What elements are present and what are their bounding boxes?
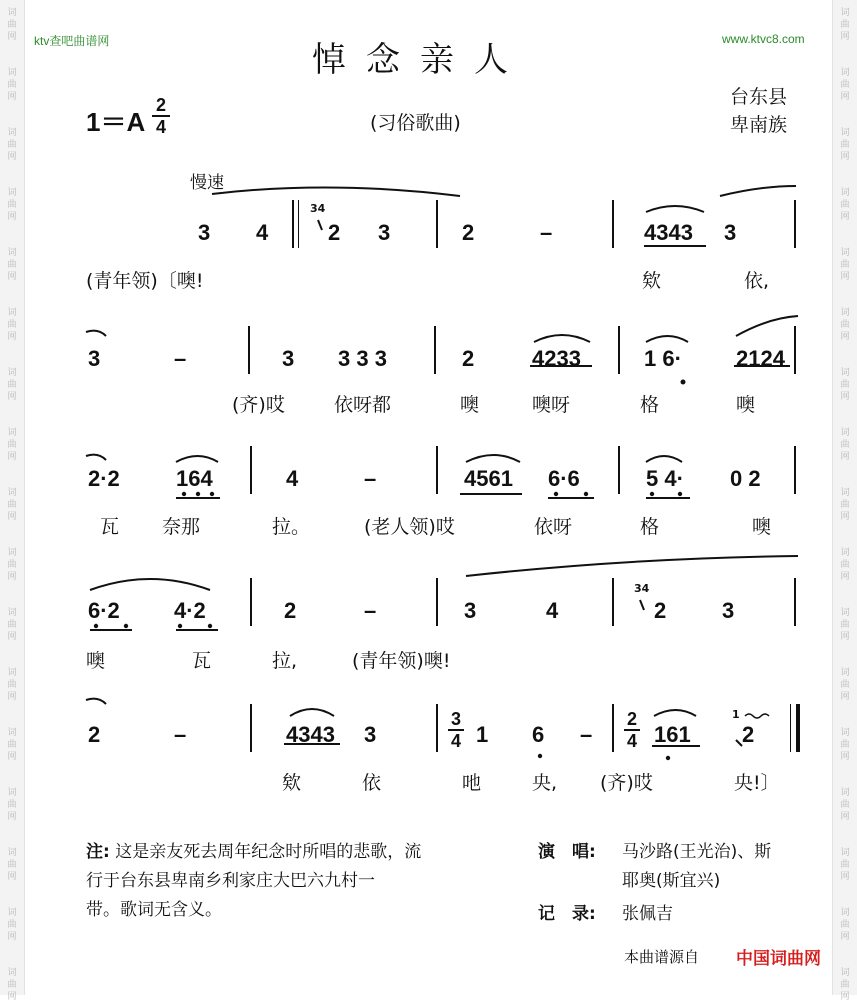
watermark-glyph: 网 <box>7 212 17 222</box>
site-name-left: ktv查吧曲谱网 <box>34 34 110 48</box>
watermark-glyph: 曲 <box>840 320 850 330</box>
note: 2 <box>284 598 297 623</box>
lyric: (齐)哎 <box>600 772 653 794</box>
watermark-glyph: 词 <box>7 548 17 558</box>
lyric: 央!〕 <box>734 772 780 794</box>
note: 3 <box>722 598 735 623</box>
watermark-glyph: 词 <box>7 248 17 258</box>
note: 3 <box>364 722 377 747</box>
watermark-glyph: 网 <box>840 152 850 162</box>
bar-line <box>248 326 250 374</box>
watermark-glyph: 词 <box>7 788 17 798</box>
note: – <box>364 466 377 491</box>
watermark-glyph: 词 <box>7 128 17 138</box>
watermark-glyph: 曲 <box>840 560 850 570</box>
time-signature-bottom: 4 <box>450 731 461 751</box>
note: 3 <box>464 598 477 623</box>
watermark-glyph: 词 <box>840 8 850 18</box>
note: 2 <box>88 722 101 747</box>
annotation-line-1: 这是亲友死去周年纪念时所唱的悲歌，流 <box>115 842 422 862</box>
lyric: 依呀都 <box>334 394 392 416</box>
watermark-glyph: 词 <box>840 608 850 618</box>
watermark-glyph: 网 <box>840 932 850 942</box>
octave-dot <box>650 492 654 496</box>
slur-mark <box>646 336 688 342</box>
watermark-glyph: 词 <box>7 368 17 378</box>
lyric: 瓦 <box>100 516 120 538</box>
note: – <box>174 346 187 371</box>
note: 2·2 <box>88 466 120 491</box>
watermark-glyph: 网 <box>840 512 850 522</box>
watermark-glyph: 曲 <box>840 260 850 270</box>
note: 3 3 3 <box>338 346 387 371</box>
watermark-glyph: 网 <box>7 272 17 282</box>
region-line-2: 卑南族 <box>730 114 788 136</box>
watermark-glyph: 网 <box>7 932 17 942</box>
watermark-glyph: 曲 <box>840 860 850 870</box>
watermark-glyph: 网 <box>840 812 850 822</box>
lyric: (青年领)噢! <box>352 650 451 672</box>
lyric: 依, <box>744 270 770 292</box>
lyric: 噢 <box>736 394 756 416</box>
note: 4 <box>256 220 269 245</box>
bar-line <box>618 446 620 494</box>
watermark-glyph: 词 <box>7 848 17 858</box>
time-signature-top: 2 <box>626 709 637 729</box>
watermark-glyph: 曲 <box>7 80 17 90</box>
time-signature-top: 2 <box>155 95 166 115</box>
watermark-glyph: 词 <box>840 848 850 858</box>
watermark-glyph: 词 <box>840 668 850 678</box>
watermark-glyph: 词 <box>7 68 17 78</box>
bar-line <box>298 200 299 248</box>
note: – <box>540 220 553 245</box>
lyric: 吔 <box>462 772 482 794</box>
watermark-glyph: 网 <box>7 752 17 762</box>
watermark-glyph: 词 <box>840 128 850 138</box>
slur-mark <box>720 186 796 196</box>
annotation-line-2: 行于台东县卑南乡利家庄大巴六九村一 <box>86 871 375 891</box>
slur-mark <box>654 710 696 716</box>
octave-dot <box>178 624 182 628</box>
grace-notes: 34 <box>634 582 650 595</box>
watermark-glyph: 网 <box>7 32 17 42</box>
note: 3 <box>378 220 391 245</box>
watermark-glyph: 词 <box>7 608 17 618</box>
slur-mark <box>86 331 106 336</box>
watermark-glyph: 词 <box>7 188 17 198</box>
key-signature: 1＝A <box>86 107 146 137</box>
bar-line <box>794 200 796 248</box>
bar-line <box>250 446 252 494</box>
watermark-glyph: 曲 <box>840 500 850 510</box>
lyric: 欸 <box>642 270 662 292</box>
watermark-glyph: 曲 <box>7 500 17 510</box>
note: 4343 <box>286 722 335 747</box>
note: 6 <box>532 722 545 747</box>
lyric: (老人领)哎 <box>364 516 455 538</box>
watermark-glyph: 网 <box>7 812 17 822</box>
lyric: 格 <box>640 394 660 416</box>
watermark-glyph: 网 <box>840 572 850 582</box>
watermark-glyph: 词 <box>840 68 850 78</box>
watermark-glyph: 曲 <box>840 980 850 990</box>
source-site-link[interactable]: 中国词曲网 <box>736 949 821 969</box>
watermark-glyph: 网 <box>840 992 850 1002</box>
lyric: (齐)哎 <box>232 394 285 416</box>
note: 2 <box>462 220 475 245</box>
bar-line <box>250 578 252 626</box>
watermark-glyph: 词 <box>840 188 850 198</box>
slur-mark <box>290 709 334 716</box>
watermark-glyph: 曲 <box>840 80 850 90</box>
watermark-glyph: 曲 <box>7 200 17 210</box>
watermark-glyph: 词 <box>840 728 850 738</box>
slur-mark <box>212 187 460 196</box>
watermark-glyph: 词 <box>840 908 850 918</box>
note: 4561 <box>464 466 513 491</box>
watermark-glyph: 网 <box>840 872 850 882</box>
watermark-glyph: 网 <box>840 452 850 462</box>
watermark-glyph: 网 <box>840 752 850 762</box>
time-signature-bottom: 4 <box>155 117 166 137</box>
region-line-1: 台东县 <box>730 86 788 108</box>
watermark-glyph: 曲 <box>840 680 850 690</box>
lyric: 奈那 <box>162 516 201 538</box>
watermark-glyph: 曲 <box>7 140 17 150</box>
lyric: 拉。 <box>272 516 311 538</box>
watermark-glyph: 网 <box>840 212 850 222</box>
watermark-glyph: 网 <box>7 392 17 402</box>
slur-mark <box>466 556 798 576</box>
time-signature-top: 3 <box>450 709 461 729</box>
slur-mark <box>176 456 218 462</box>
lyric: 瓦 <box>192 650 212 672</box>
site-url-right: www.ktvc8.com <box>722 32 805 46</box>
watermark-glyph: 网 <box>840 392 850 402</box>
octave-dot <box>208 624 212 628</box>
watermark-glyph: 曲 <box>7 560 17 570</box>
octave-dot <box>678 492 682 496</box>
watermark-glyph: 词 <box>840 548 850 558</box>
octave-dot <box>124 624 128 628</box>
note: 3 <box>88 346 101 371</box>
final-bar-line-thick <box>796 704 800 752</box>
note: 1 <box>476 722 489 747</box>
watermark-glyph: 曲 <box>7 620 17 630</box>
watermark-glyph: 词 <box>7 428 17 438</box>
note: 4 <box>286 466 299 491</box>
annotation-block <box>86 838 516 925</box>
watermark-glyph: 曲 <box>840 20 850 30</box>
time-signature-bottom: 4 <box>626 731 637 751</box>
slur-mark <box>86 455 106 460</box>
bar-line <box>436 446 438 494</box>
slur-mark <box>86 699 106 704</box>
octave-dot <box>210 492 214 496</box>
time-signature-change <box>624 710 640 750</box>
singer-line-1: 马沙路(王光治)、斯 <box>622 842 772 862</box>
lyric: (青年领)〔噢! <box>86 270 204 292</box>
watermark-glyph: 曲 <box>7 680 17 690</box>
watermark-glyph: 词 <box>840 308 850 318</box>
recorder-name: 张佩吉 <box>622 904 673 924</box>
watermark-glyph: 网 <box>7 572 17 582</box>
watermark-glyph: 曲 <box>7 980 17 990</box>
time-signature-change <box>448 710 464 750</box>
watermark-glyph: 曲 <box>7 380 17 390</box>
slur-mark <box>534 335 590 342</box>
watermark-glyph: 词 <box>7 968 17 978</box>
octave-dot <box>584 492 588 496</box>
lyric: 噢 <box>86 650 106 672</box>
watermark-glyph: 词 <box>840 968 850 978</box>
bar-line <box>794 446 796 494</box>
note: 1 6· <box>644 346 682 371</box>
grace-notes: 34 <box>310 202 326 215</box>
note: – <box>580 722 593 747</box>
lyric: 依 <box>362 772 382 794</box>
slur-mark <box>736 316 798 336</box>
note: 4 <box>546 598 559 623</box>
watermark-glyph: 网 <box>7 152 17 162</box>
bar-line <box>436 578 438 626</box>
lyric: 噢 <box>752 516 772 538</box>
note: 2 <box>462 346 475 371</box>
octave-dot <box>94 624 98 628</box>
note: – <box>174 722 187 747</box>
note: 2 <box>654 598 667 623</box>
tempo-marking: 慢速 <box>190 173 224 193</box>
note: 3 <box>724 220 737 245</box>
note: 2124 <box>736 346 785 371</box>
bar-line <box>618 326 620 374</box>
watermark-glyph: 词 <box>7 488 17 498</box>
watermark-glyph: 曲 <box>840 920 850 930</box>
lyric: 拉, <box>272 650 298 672</box>
singer-line-2: 耶奥(斯宜兴) <box>622 871 721 891</box>
note: 164 <box>176 466 213 491</box>
octave-dot <box>538 754 542 758</box>
watermark-glyph: 网 <box>7 452 17 462</box>
watermark-glyph: 网 <box>7 692 17 702</box>
watermark-glyph: 词 <box>840 788 850 798</box>
slur-mark <box>466 455 520 462</box>
watermark-glyph: 曲 <box>7 440 17 450</box>
watermark-glyph: 网 <box>7 632 17 642</box>
annotation-line-3: 带。歌词无含义。 <box>86 900 222 920</box>
grace-notes: 1 <box>732 708 740 721</box>
watermark-glyph: 词 <box>840 488 850 498</box>
watermark-glyph: 曲 <box>840 380 850 390</box>
bar-line <box>794 326 796 374</box>
bar-line <box>794 578 796 626</box>
note: 6·2 <box>88 598 120 623</box>
watermark-glyph: 曲 <box>7 20 17 30</box>
lyric: 噢 <box>460 394 480 416</box>
octave-dot <box>554 492 558 496</box>
watermark-glyph: 曲 <box>840 620 850 630</box>
watermark-glyph: 曲 <box>7 800 17 810</box>
note: 3 <box>198 220 211 245</box>
genre-label: (习俗歌曲) <box>370 112 461 134</box>
singer-label: 演 唱: <box>538 842 596 862</box>
watermark-glyph: 词 <box>7 308 17 318</box>
watermark-glyph: 曲 <box>840 740 850 750</box>
final-bar-line-thin <box>790 704 791 752</box>
watermark-glyph: 网 <box>840 92 850 102</box>
note: 0 2 <box>730 466 761 491</box>
watermark-glyph: 词 <box>7 908 17 918</box>
bar-line <box>612 578 614 626</box>
note: – <box>364 598 377 623</box>
note: 6·6 <box>548 466 580 491</box>
bar-line <box>612 200 614 248</box>
watermark-glyph: 词 <box>840 368 850 378</box>
watermark-glyph: 网 <box>7 872 17 882</box>
lyric: 噢呀 <box>532 394 571 416</box>
watermark-glyph: 曲 <box>7 860 17 870</box>
bar-line <box>436 704 438 752</box>
watermark-glyph: 网 <box>840 272 850 282</box>
watermark-glyph: 网 <box>7 992 17 1002</box>
watermark-glyph: 词 <box>840 248 850 258</box>
annotation-label: 注: <box>86 842 110 862</box>
note: 4343 <box>644 220 693 245</box>
watermark-glyph: 词 <box>7 668 17 678</box>
slur-mark <box>646 456 682 462</box>
watermark-glyph: 网 <box>7 332 17 342</box>
slur-mark <box>646 206 704 212</box>
lyric: 格 <box>640 516 660 538</box>
source-label: 本曲谱源自 <box>624 948 700 966</box>
bar-line <box>250 704 252 752</box>
lyric: 欸 <box>282 772 302 794</box>
bar-line <box>612 704 614 752</box>
bar-line <box>434 326 436 374</box>
octave-dot <box>196 492 200 496</box>
slur-mark <box>90 579 210 590</box>
note: 4233 <box>532 346 581 371</box>
lyric: 依呀 <box>534 516 573 538</box>
watermark-glyph: 网 <box>7 512 17 522</box>
lyric: 央, <box>532 772 558 794</box>
bar-line <box>436 200 438 248</box>
watermark-glyph: 词 <box>7 8 17 18</box>
watermark-glyph: 曲 <box>7 920 17 930</box>
watermark-glyph: 曲 <box>7 320 17 330</box>
watermark-glyph: 曲 <box>840 140 850 150</box>
watermark-glyph: 网 <box>840 32 850 42</box>
note: 2 <box>742 722 755 747</box>
watermark-glyph: 曲 <box>840 440 850 450</box>
watermark-glyph: 网 <box>840 632 850 642</box>
octave-dot <box>681 380 686 385</box>
octave-dot <box>666 756 670 760</box>
octave-dot <box>182 492 186 496</box>
note: 161 <box>654 722 691 747</box>
note: 4·2 <box>174 598 206 623</box>
note: 2 <box>328 220 341 245</box>
bar-line <box>292 200 294 248</box>
song-title: 悼念亲人 <box>312 40 528 80</box>
watermark-glyph: 词 <box>840 428 850 438</box>
watermark-glyph: 网 <box>840 332 850 342</box>
watermark-glyph: 网 <box>840 692 850 702</box>
watermark-glyph: 网 <box>7 92 17 102</box>
note: 3 <box>282 346 295 371</box>
watermark-glyph: 曲 <box>840 800 850 810</box>
note: 5 4· <box>646 466 684 491</box>
recorder-label: 记 录: <box>538 904 596 924</box>
watermark-glyph: 词 <box>7 728 17 738</box>
watermark-glyph: 曲 <box>7 260 17 270</box>
watermark-glyph: 曲 <box>840 200 850 210</box>
watermark-glyph: 曲 <box>7 740 17 750</box>
